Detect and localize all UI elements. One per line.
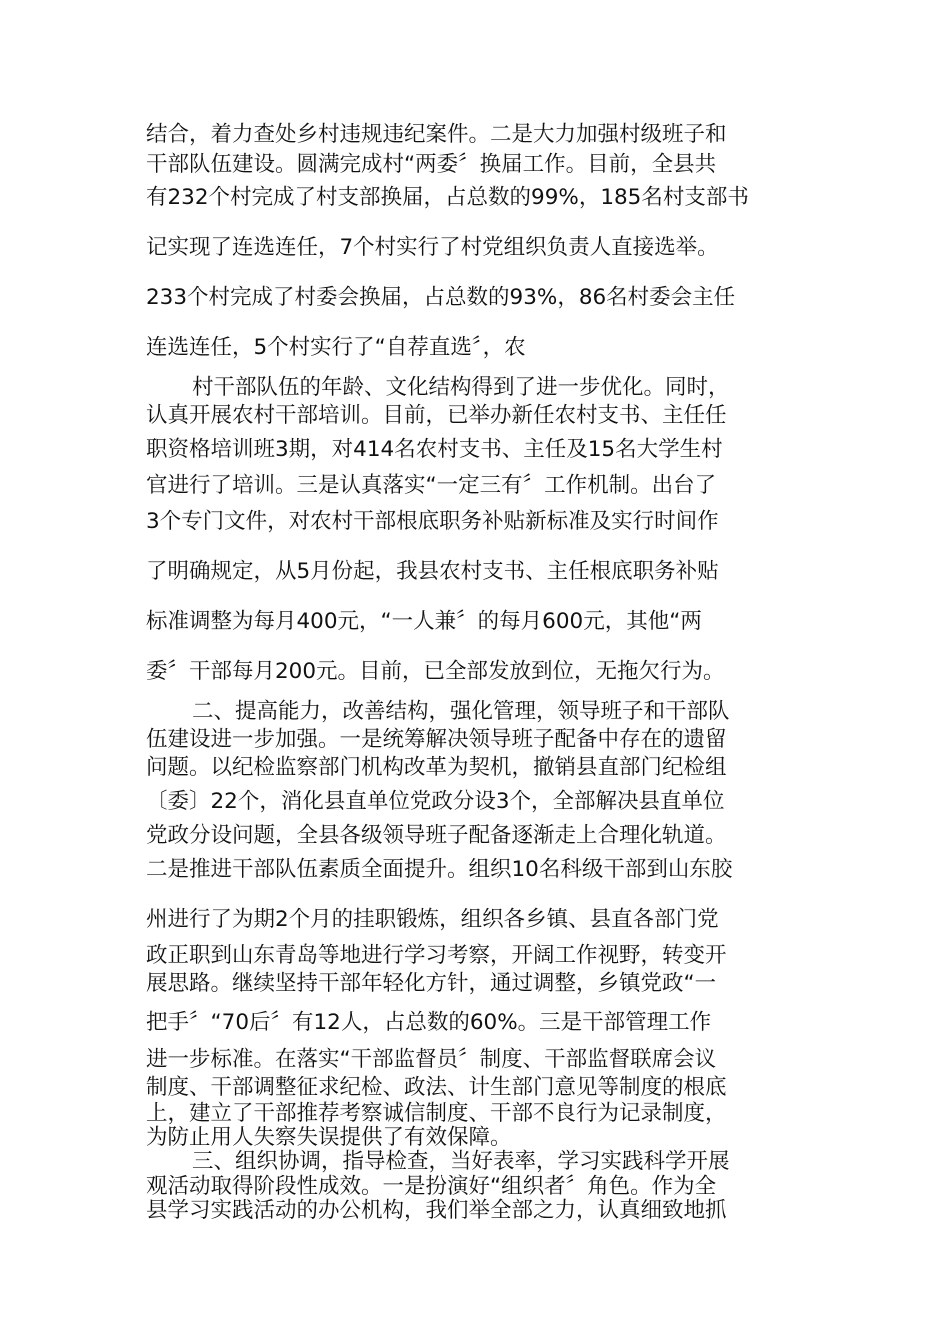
text-line: 二是推进干部队伍素质全面提升。组织10名科级干部到山东胶 xyxy=(146,857,733,882)
text-line: 标准调整为每月400元，“一人兼〞的每月600元，其他“两 xyxy=(146,609,702,634)
text-line: 政正职到山东青岛等地进行学习考察，开阔工作视野，转变开 xyxy=(146,943,727,968)
text-line: 问题。以纪检监察部门机构改革为契机，撤销县直部门纪检组 xyxy=(146,755,727,780)
text-line: 伍建设进一步加强。一是统筹解决领导班子配备中存在的遗留 xyxy=(146,727,727,752)
text-line: 记实现了连选连任，7个村实行了村党组织负责人直接选举。 xyxy=(146,235,719,260)
text-line: 233个村完成了村委会换届，占总数的93%，86名村委会主任 xyxy=(146,285,736,310)
text-line: 认真开展农村干部培训。目前，已举办新任农村支书、主任任 xyxy=(146,403,727,428)
text-line: 3个专门文件，对农村干部根底职务补贴新标准及实行时间作 xyxy=(146,509,719,534)
text-line: 结合，着力查处乡村违规违纪案件。二是大力加强村级班子和 xyxy=(146,122,727,147)
text-line: 把手〞“70后〞有12人，占总数的60%。三是干部管理工作 xyxy=(146,1010,712,1035)
text-line: 上，建立了干部推荐考察诚信制度、干部不良行为记录制度， xyxy=(146,1101,727,1126)
text-line: 三、组织协调，指导检查，当好表率，学习实践科学开展 xyxy=(192,1149,730,1174)
text-line: 了明确规定，从5月份起，我县农村支书、主任根底职务补贴 xyxy=(146,559,719,584)
text-line: 有232个村完成了村支部换届，占总数的99%，185名村支部书 xyxy=(146,185,749,210)
text-line: 党政分设问题，全县各级领导班子配备逐渐走上合理化轨道。 xyxy=(146,823,727,848)
text-line: 州进行了为期2个月的挂职锻炼，组织各乡镇、县直各部门党 xyxy=(146,907,719,932)
text-line: 观活动取得阶段性成效。一是扮演好“组织者〞角色。作为全 xyxy=(146,1174,717,1199)
text-line: 〔委〕22个，消化县直单位党政分设3个，全部解决县直单位 xyxy=(146,789,725,814)
text-line: 职资格培训班3期，对414名农村支书、主任及15名大学生村 xyxy=(146,437,723,462)
text-line: 村干部队伍的年龄、文化结构得到了进一步优化。同时， xyxy=(192,375,730,400)
text-line: 官进行了培训。三是认真落实“一定三有〞工作机制。出台了 xyxy=(146,473,717,498)
text-line: 干部队伍建设。圆满完成村“两委〞换届工作。目前，全县共 xyxy=(146,152,717,177)
text-line: 为防止用人失察失误提供了有效保障。 xyxy=(146,1125,512,1150)
text-line: 县学习实践活动的办公机构，我们举全部之力，认真细致地抓 xyxy=(146,1198,727,1223)
text-line: 连选连任，5个村实行了“自荐直选〞，农 xyxy=(146,335,526,360)
text-line: 进一步标准。在落实“干部监督员〞制度、干部监督联席会议 xyxy=(146,1047,717,1072)
text-line: 委〞干部每月200元。目前，已全部发放到位，无拖欠行为。 xyxy=(146,659,725,684)
text-line: 制度、干部调整征求纪检、政法、计生部门意见等制度的根底 xyxy=(146,1075,727,1100)
text-line: 展思路。继续坚持干部年轻化方针，通过调整，乡镇党政“一 xyxy=(146,971,717,996)
text-line: 二、提高能力，改善结构，强化管理，领导班子和干部队 xyxy=(192,699,730,724)
